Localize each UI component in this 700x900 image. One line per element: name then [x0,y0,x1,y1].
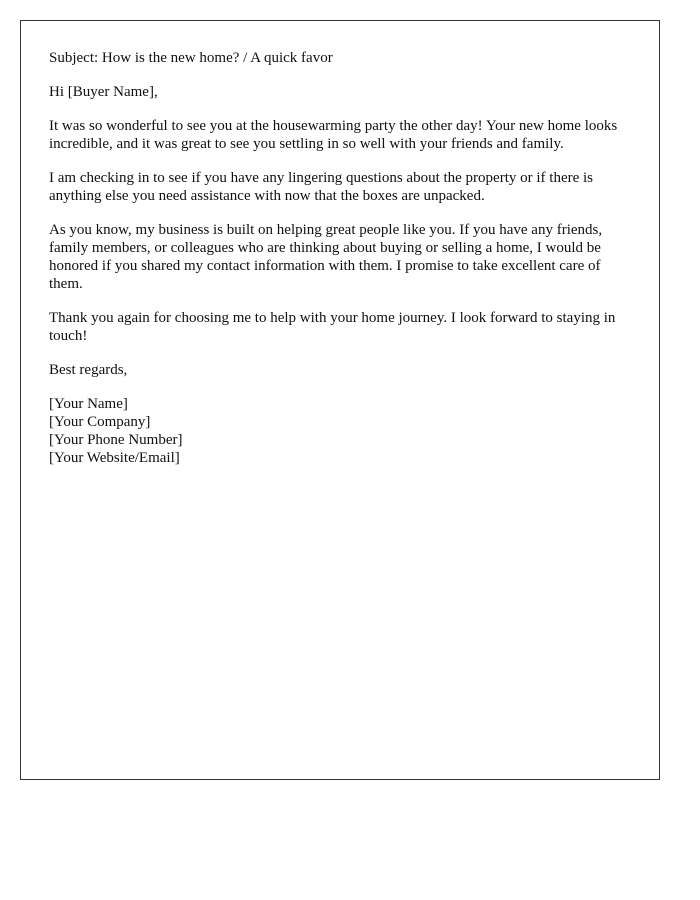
signature-name: [Your Name] [49,396,128,412]
body-paragraph-3: As you know, my business is built on helping great people like you. If you have any friends, family members, or colleagues who are thinking about buying or selling a home, I would be honored if you shared my contact information with them. I promise to take excellent care of them. [49,222,603,292]
body-paragraph-2: I am checking in to see if you have any lingering questions about the property or if there is anything else you need assistance with now that the boxes are unpacked. [49,170,594,204]
body-paragraph-4: Thank you again for choosing me to help with your home journey. I look forward to staying in touch! [49,310,616,344]
signature-block [49,395,631,467]
body-paragraph-1: It was so wonderful to see you at the housewarming party the other day! Your new home looks incredible, and it was great to see you settling in so well with your friends and family. [49,118,618,152]
signature-website-email: [Your Website/Email] [49,450,180,466]
signature-company: [Your Company] [49,414,151,430]
signature-phone: [Your Phone Number] [49,432,183,448]
subject-line: Subject: How is the new home? / A quick favor [49,50,333,66]
letter-container [20,20,660,780]
greeting: Hi [Buyer Name], [49,84,158,100]
closing: Best regards, [49,362,128,378]
